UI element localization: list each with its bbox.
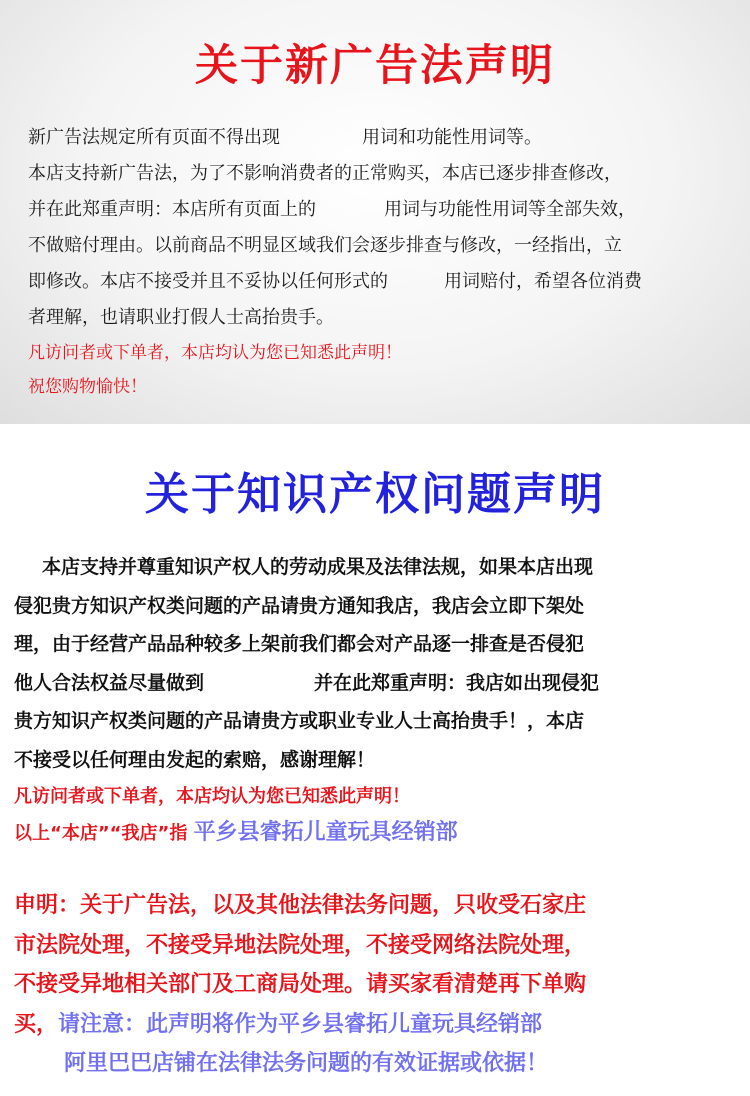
statement-line [14, 1005, 744, 1045]
ad-law-text: 用词赔付，希望各位消费 [444, 271, 642, 292]
statement-note: 请注意：此声明将作为平乡县睿拓儿童玩具经销部 [58, 1011, 543, 1037]
ip-line [14, 548, 744, 587]
ad-law-line [28, 192, 740, 228]
ip-text: 他人合法权益尽量做到 [14, 671, 205, 694]
statement-line: 市法院处理，不接受异地法院处理，不接受网络法院处理， [14, 932, 587, 958]
ad-law-text: 用词与功能性用词等全部失效， [384, 199, 636, 220]
ad-law-text: 不做赔付理由。以前商品不明显区域我们会逐步排查与修改，一经指出，立 [28, 235, 622, 256]
statement-line: 申明：关于广告法，以及其他法律法务问题，只收受石家庄 [14, 893, 587, 918]
ip-text: 贵方知识产权类问题的产品请贵方或职业专业人士高抬贵手！，本店 [14, 710, 585, 733]
store-name: 平乡县睿拓儿童玩具经销部 [193, 819, 458, 845]
ad-law-text: 本店支持新广告法，为了不影响消费者的正常购买，本店已逐步排查修改， [28, 163, 622, 184]
statement-text: 买， [14, 1011, 59, 1037]
ad-law-line [28, 120, 740, 156]
ip-line [14, 625, 744, 664]
ad-law-text: 者理解，也请职业打假人士高抬贵手。 [28, 307, 334, 328]
ip-text: 本店支持并尊重知识产权人的劳动成果及法律法规，如果本店出现 [42, 556, 594, 578]
ad-law-line [28, 264, 740, 300]
ad-law-title: 关于新广告法声明 [195, 41, 555, 91]
ip-red-notice: 凡访问者或下单者，本店均认为您已知悉此声明！ [14, 785, 410, 807]
ad-law-text: 用词和功能性用词等。 [362, 127, 542, 148]
ad-law-line [28, 300, 740, 336]
ip-text: 侵犯贵方知识产权类问题的产品请贵方通知我店，我店会立即下架处 [14, 594, 585, 617]
ad-law-text: 并在此郑重声明：本店所有页面上的 [28, 199, 316, 220]
ip-line [14, 664, 744, 703]
ad-law-line [28, 156, 740, 192]
ip-line [14, 702, 744, 741]
ip-title: 关于知识产权问题声明 [145, 469, 605, 520]
ad-law-red-notice: 凡访问者或下单者，本店均认为您已知悉此声明！ [28, 343, 402, 363]
ip-text: 不接受以任何理由发起的索赔，感谢理解！ [14, 748, 376, 771]
ip-text: 并在此郑重声明：我店如出现侵犯 [314, 671, 600, 694]
ip-refer-prefix: 以上“本店”“我店”指 [14, 822, 188, 844]
ip-body [14, 548, 744, 852]
ad-law-text: 即修改。本店不接受并且不妥协以任何形式的 [28, 271, 388, 292]
ad-law-text: 新广告法规定所有页面不得出现 [28, 127, 280, 148]
ad-law-line [28, 228, 740, 264]
statement-line: 不接受异地相关部门及工商局处理。请买家看清楚再下单购 [14, 972, 587, 997]
ip-line [14, 741, 744, 780]
ad-law-body [28, 120, 740, 404]
jurisdiction-statement [14, 886, 744, 1084]
ad-law-wish: 祝您购物愉快！ [28, 377, 147, 397]
statement-line: 阿里巴巴店铺在法律法务问题的有效证据或依据！ [64, 1051, 549, 1076]
ad-law-section [0, 0, 750, 424]
ip-store-refer [14, 814, 744, 852]
ip-text: 理，由于经营产品品种较多上架前我们都会对产品逐一排查是否侵犯 [14, 633, 585, 656]
ip-line [14, 587, 744, 626]
